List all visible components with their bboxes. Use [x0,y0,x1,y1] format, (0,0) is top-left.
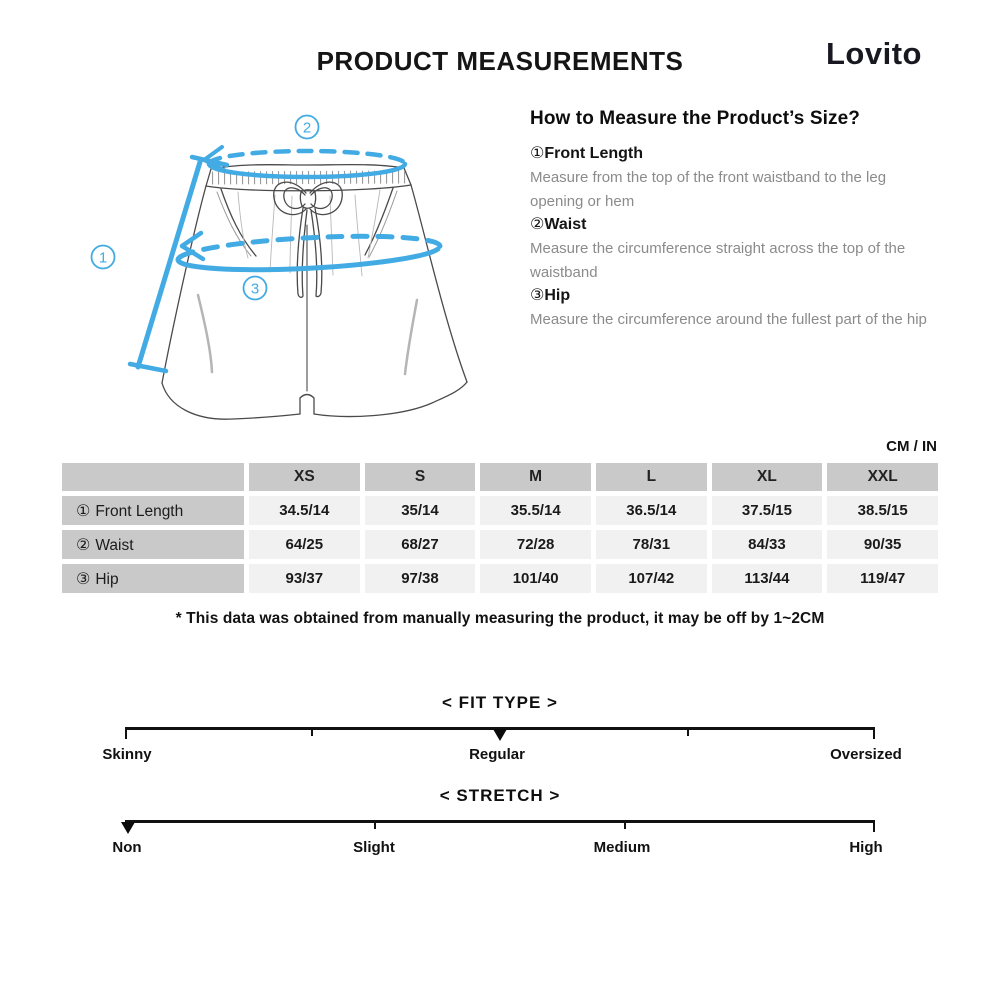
stretch-tick-slight [374,820,376,829]
size-column-header: M [480,463,591,491]
table-cell: 78/31 [596,530,707,559]
howto-item-label: Waist [544,216,587,233]
table-cell: 68/27 [365,530,476,559]
size-column-header: XXL [827,463,938,491]
circled-number: ① [530,145,545,162]
howto-item-title [530,142,930,166]
size-table-header-row [62,463,938,491]
stretch-label-medium: Medium [593,839,651,856]
right-side-seam [411,185,467,382]
table-row-hip [62,564,938,593]
fit-type-label-oversized: Oversized [830,746,902,763]
howto-item-title [530,213,930,237]
table-cell: 101/40 [480,564,591,593]
table-cell: 90/35 [827,530,938,559]
table-row-waist [62,530,938,559]
fit-type-tick-quarter [311,727,313,736]
size-table [57,458,943,598]
table-cell: 72/28 [480,530,591,559]
stretch-tick-medium [624,820,626,829]
table-cell: 97/38 [365,564,476,593]
fit-type-scale-line [125,727,875,730]
circled-number: ② [76,536,91,554]
stretch-label-non: Non [112,839,142,856]
howto-item-waist [530,213,930,284]
waistband-outline [211,165,404,169]
table-cell: 113/44 [712,564,823,593]
stretch-scale-line [125,820,875,823]
row-label: ② Waist [62,530,244,559]
table-cell: 35/14 [365,496,476,525]
waist-ellipse-dashed [209,151,405,164]
units-label: CM / IN [886,438,937,455]
brand-logo: Lovito [826,36,922,71]
howto-item-description: Measure from the top of the front waistband to the leg opening or hem [530,169,887,210]
fit-type-title: < FIT TYPE > [442,693,558,712]
fit-type-tick-end [873,727,875,739]
table-cell: 35.5/14 [480,496,591,525]
stretch-marker-icon [121,822,135,834]
size-column-header: S [365,463,476,491]
circled-number: ③ [530,287,545,304]
circled-number-3-text: 3 [250,280,260,298]
measurement-annotations [92,116,440,372]
circled-number-1-text: 1 [98,249,108,267]
howto-item-description: Measure the circumference straight across the top of the waistband [530,240,906,281]
fit-type-tick-threequarter [687,727,689,736]
howto-item-label: Front Length [544,145,643,162]
table-cell: 38.5/15 [827,496,938,525]
page-title: PRODUCT MEASUREMENTS [316,46,684,76]
how-to-measure-heading: How to Measure the Product’s Size? [530,108,860,129]
table-cell: 34.5/14 [249,496,360,525]
front-length-cap-bottom [130,364,166,371]
stretch-label-high: High [849,839,883,856]
size-column-header: L [596,463,707,491]
table-cell: 36.5/14 [596,496,707,525]
circled-number: ③ [76,570,91,588]
table-cell: 37.5/15 [712,496,823,525]
circled-number-2-text: 2 [302,119,312,137]
size-table-corner-cell [62,463,244,491]
left-hem [162,383,300,419]
shorts-illustration [162,165,467,420]
fit-type-marker-icon [493,729,507,741]
table-cell: 107/42 [596,564,707,593]
shorts-measurement-diagram [70,100,520,440]
table-cell: 119/47 [827,564,938,593]
fit-type-label-skinny: Skinny [102,746,152,763]
row-label: ③ Hip [62,564,244,593]
hip-ellipse-solid [178,249,438,270]
circled-number: ① [76,502,91,520]
stretch-label-slight: Slight [353,839,395,856]
howto-item-front-length [530,142,930,213]
table-cell: 64/25 [249,530,360,559]
table-row-front-length [62,496,938,525]
how-to-measure-section [530,108,930,332]
howto-item-label: Hip [544,287,571,304]
measurement-disclaimer-note: * This data was obtained from manually measuring the product, it may be off by 1~2CM [175,610,825,627]
stretch-tick-end [873,820,875,832]
howto-item-description: Measure the circumference around the fullest part of the hip [530,311,927,328]
table-cell: 93/37 [249,564,360,593]
circled-number: ② [530,216,545,233]
fit-type-tick-start [125,727,127,739]
right-hem [314,382,467,416]
size-column-header: XS [249,463,360,491]
size-column-header: XL [712,463,823,491]
table-cell: 84/33 [712,530,823,559]
stretch-title: < STRETCH > [439,786,561,805]
howto-item-hip [530,284,930,332]
howto-item-title [530,284,930,308]
hip-ellipse-dashed [180,236,440,257]
row-label: ① Front Length [62,496,244,525]
fit-type-label-regular: Regular [469,746,525,763]
center-notch [300,395,314,415]
